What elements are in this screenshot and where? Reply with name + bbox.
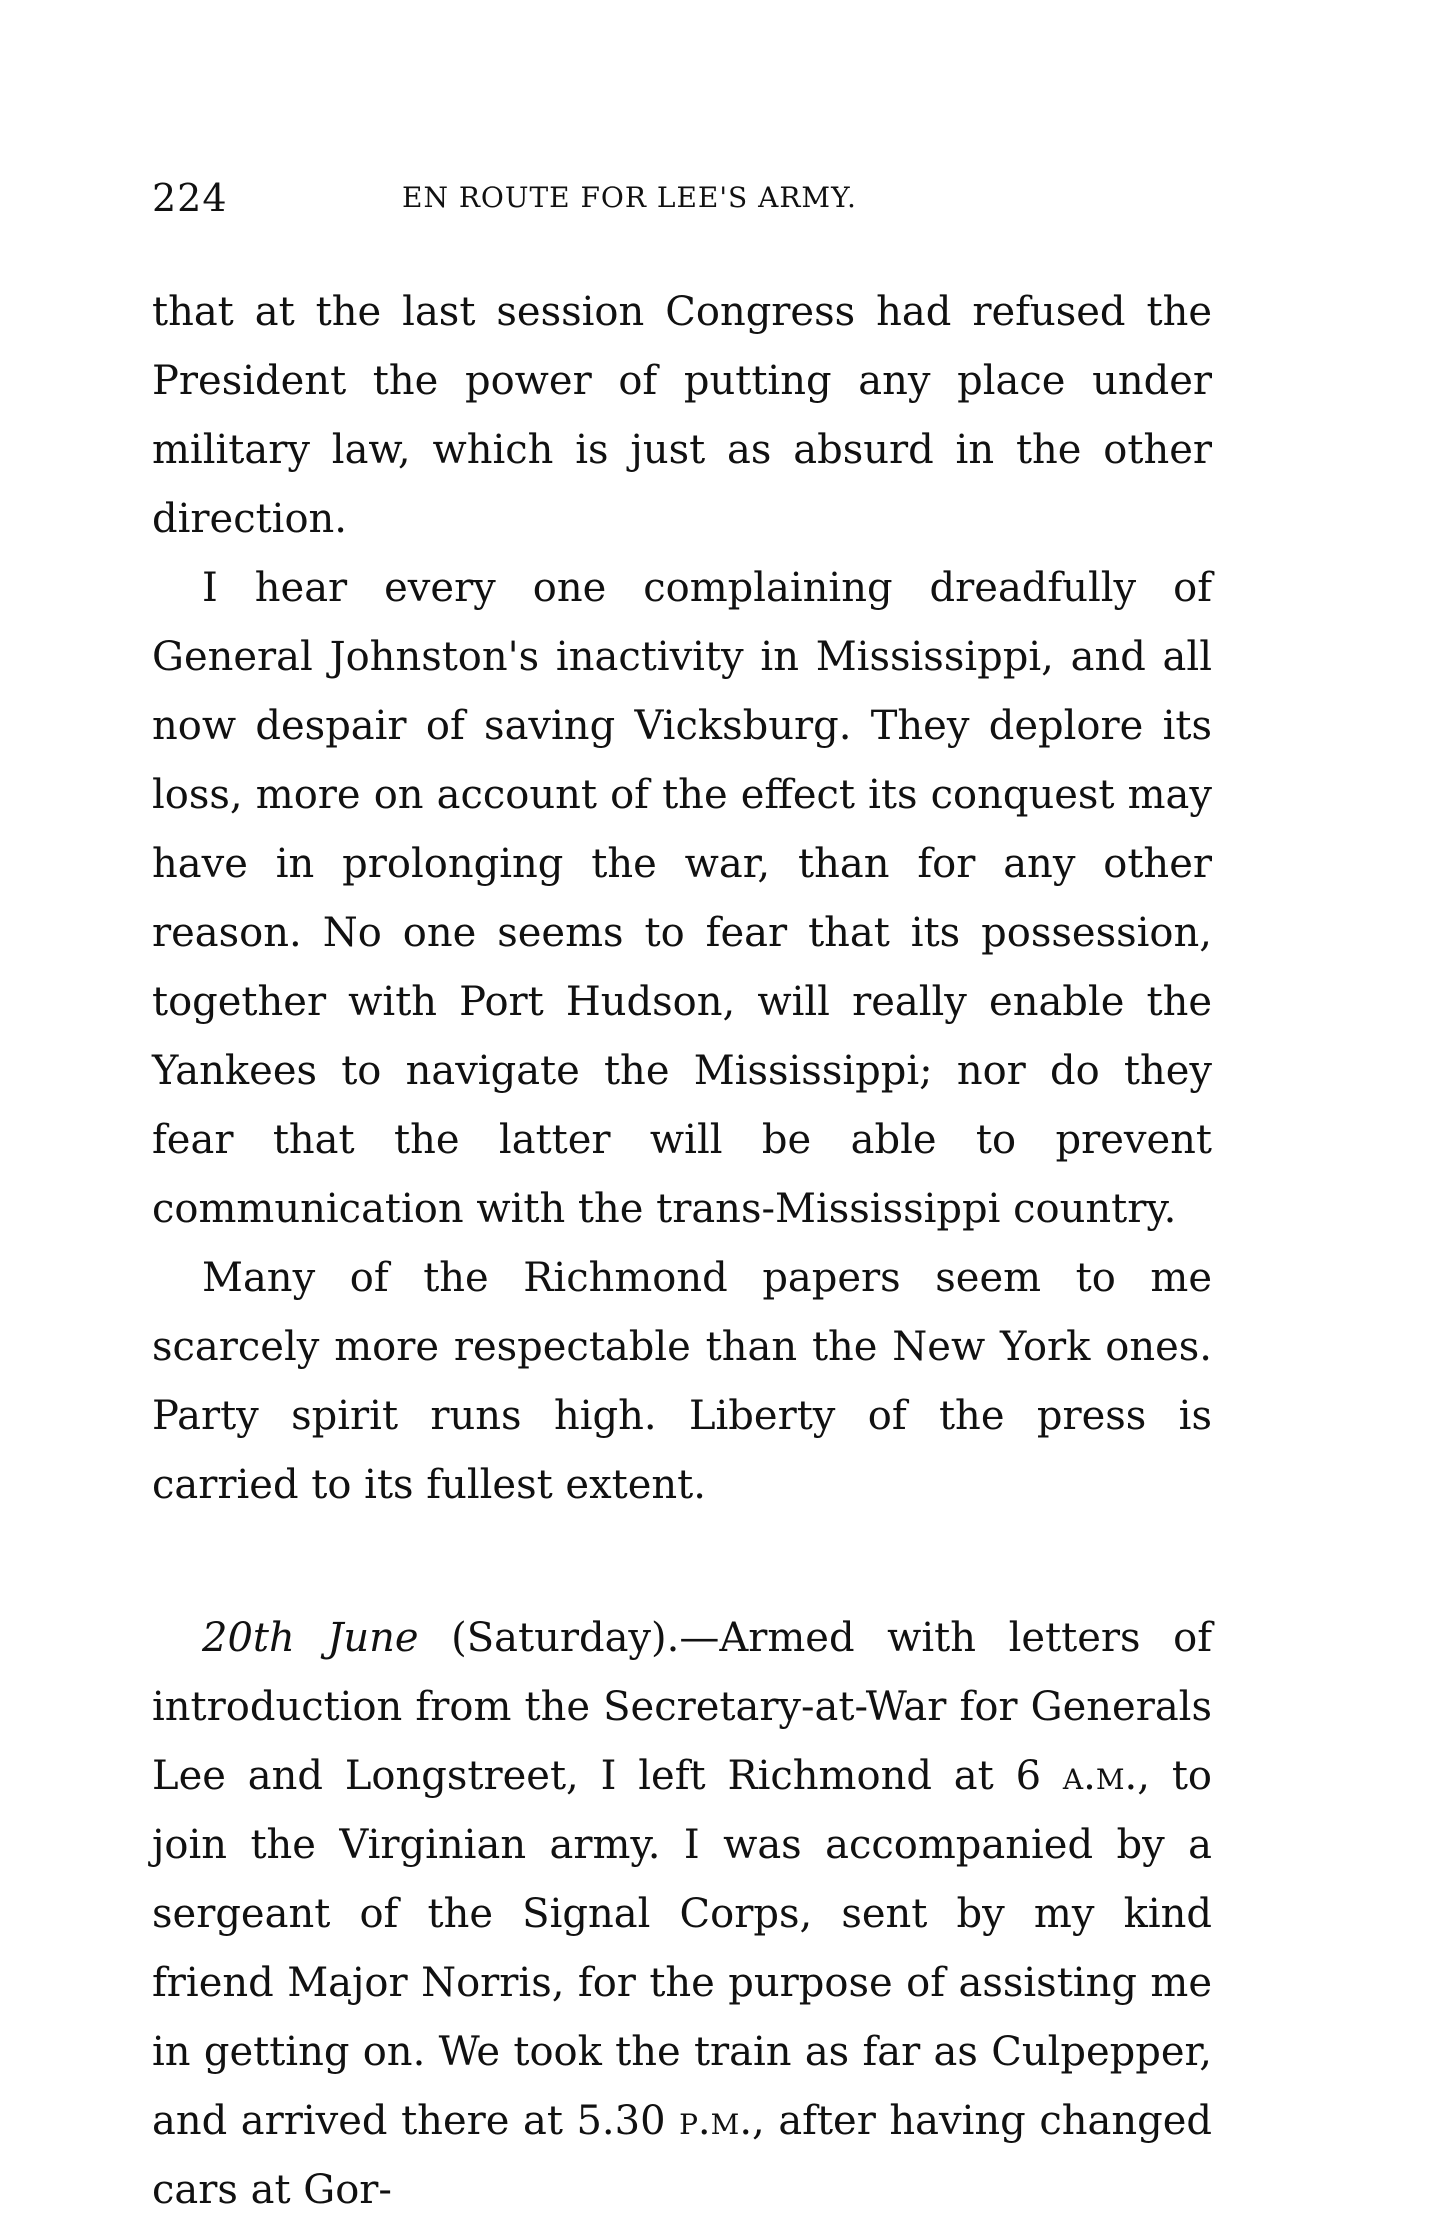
entry-weekday: (Saturday). <box>451 1615 680 1661</box>
pm-label: p.m. <box>679 2098 753 2144</box>
entry-text-part-3: , after having changed cars at Gor- <box>152 2098 1212 2213</box>
paragraph-continued: that at the last session Congress had refused the President the power of putting any place under military law, which is just as absurd in the other direction. <box>152 289 1212 542</box>
am-label: a.m. <box>1062 1753 1138 1799</box>
running-header <box>152 168 1212 228</box>
entry-text-part-1: —Armed with letters of introduction from the Secretary-at-War for Generals Lee and Longstreet, I left Richmond at 6 <box>152 1615 1213 1799</box>
paragraph-johnston: I hear every one complaining dreadfully of General Johnston's inactivity in Mississippi, and all now despair of saving Vicksburg. They deplore its loss, more on account of the effect its conquest may have in prolonging the war, than for any other reason. No one seems to fear that its possession, together with Port Hudson, will really enable the Yankees to navigate the Mississippi; nor do they fear that the latter will be able to prevent communication with the trans-Mississippi country. <box>152 565 1212 1232</box>
page-number: 224 <box>152 176 228 220</box>
entry-date-day: 20th <box>202 1615 295 1661</box>
entry-date-month: June <box>327 1615 419 1661</box>
paragraph-richmond-papers: Many of the Richmond papers seem to me scarcely more respectable than the New York ones. Party spirit runs high. Liberty of the press is carried to its fullest extent. <box>152 1255 1212 1508</box>
running-title: EN ROUTE FOR LEE'S ARMY. <box>402 181 857 214</box>
diary-entry-june-20 <box>152 1604 1212 2225</box>
section-gap <box>152 1520 1212 1604</box>
entry-text-part-2: , to join the Virginian army. I was accompanied by a sergeant of the Signal Corps, sent by my kind friend Major Norris, for the purpose of assisting me in getting on. We took the train as far as Culpepper, and arrived there at 5.30 <box>152 1753 1212 2144</box>
book-page <box>152 168 1212 2225</box>
